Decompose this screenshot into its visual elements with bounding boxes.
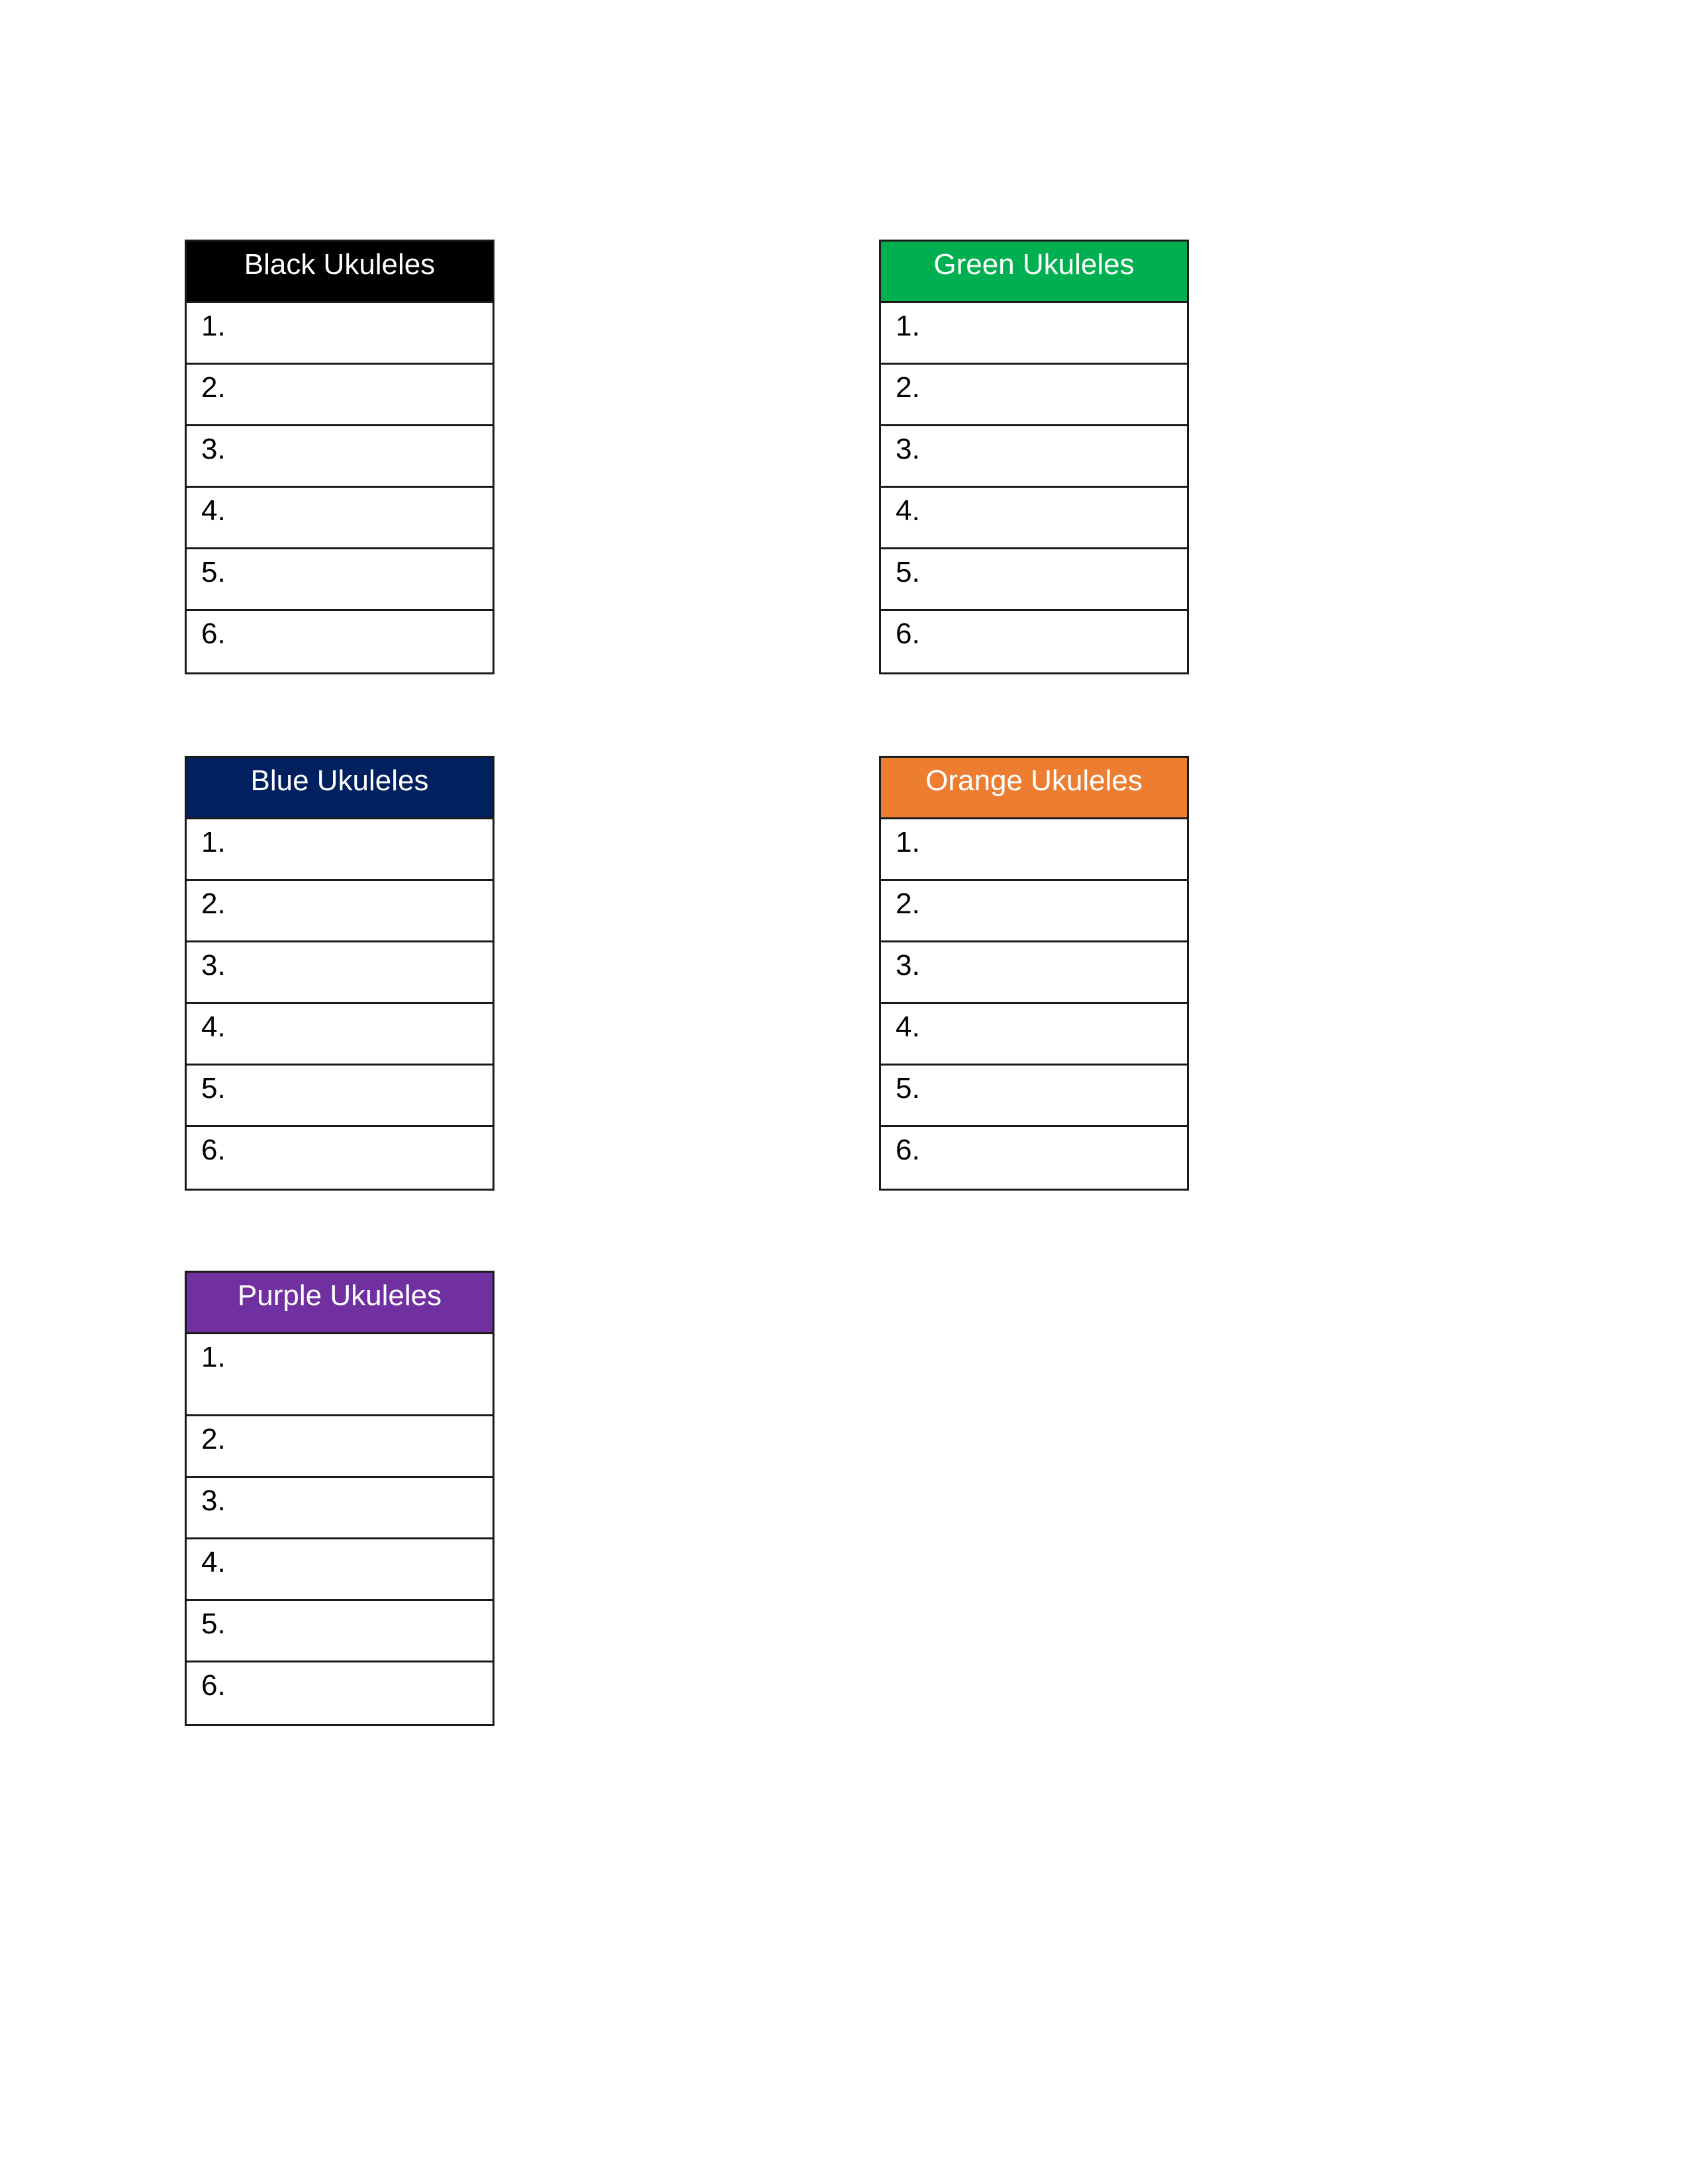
table-row: 2.: [187, 881, 492, 942]
table-row: 3.: [187, 942, 492, 1004]
table-row: 5.: [187, 1066, 492, 1127]
table-row: 2.: [187, 1416, 492, 1478]
table-row: 5.: [881, 549, 1187, 611]
table-row: 5.: [187, 549, 492, 611]
table-header: Black Ukuleles: [187, 242, 492, 303]
table-row: 6.: [896, 1134, 920, 1166]
orange-ukuleles-table: [879, 756, 1189, 1191]
table-row: 6.: [201, 617, 226, 650]
table-row: 6.: [201, 1134, 226, 1166]
table-row: 4.: [187, 488, 492, 549]
table-row: 4.: [187, 1004, 492, 1066]
green-ukuleles-table: [879, 240, 1189, 674]
table-row: 1.: [881, 819, 1187, 881]
table-row: 4.: [881, 488, 1187, 549]
table-row: 5.: [187, 1601, 492, 1662]
table-header: Orange Ukuleles: [881, 758, 1187, 819]
table-row: 2.: [881, 365, 1187, 426]
table-header: Green Ukuleles: [881, 242, 1187, 303]
table-row: 4.: [187, 1539, 492, 1601]
table-row: 2.: [881, 881, 1187, 942]
blue-ukuleles-table: [185, 756, 494, 1191]
table-row: 6.: [201, 1669, 226, 1702]
table-row: 1.: [187, 819, 492, 881]
black-ukuleles-table: [185, 240, 494, 674]
table-row: 1.: [187, 1334, 492, 1416]
table-row: 3.: [881, 942, 1187, 1004]
table-row: 3.: [187, 426, 492, 488]
table-row: 2.: [187, 365, 492, 426]
table-row: 5.: [881, 1066, 1187, 1127]
table-row: 3.: [187, 1478, 492, 1539]
table-header: Blue Ukuleles: [187, 758, 492, 819]
table-row: 1.: [881, 303, 1187, 365]
table-row: 6.: [896, 617, 920, 650]
table-row: 1.: [187, 303, 492, 365]
table-row: 3.: [881, 426, 1187, 488]
table-row: 4.: [881, 1004, 1187, 1066]
table-header: Purple Ukuleles: [187, 1273, 492, 1334]
purple-ukuleles-table: [185, 1271, 494, 1726]
